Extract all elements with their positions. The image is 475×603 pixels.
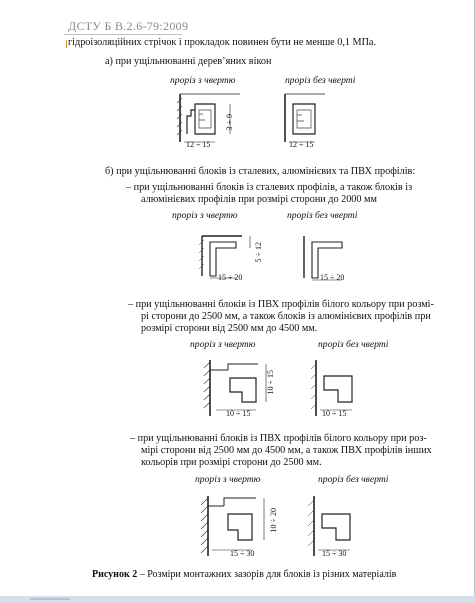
dim-label: 12 ÷ 15	[289, 140, 314, 149]
label-with-quarter: проріз з чвертю	[195, 474, 261, 485]
status-bar	[0, 596, 475, 603]
caption-text: – Розміри монтажних зазорів для блоків із різних матеріалів	[137, 569, 397, 580]
dim-label: 15 ÷ 20	[218, 273, 243, 282]
label-without-quarter: проріз без чверті	[287, 210, 358, 221]
item-b2-line1: – при ущільнюванні блоків із ПВХ профілів білого кольору при розмі-	[128, 299, 434, 310]
label-with-quarter: проріз з чвертю	[172, 210, 238, 221]
item-b: б) при ущільнюванні блоків із сталевих, алюмінієвих та ПВХ профілів:	[105, 166, 416, 177]
header-divider	[64, 34, 182, 35]
dim-label: 5 ÷ 12	[253, 242, 263, 263]
dim-label: 10 ÷ 15	[265, 370, 275, 395]
item-b2-line2: рі сторони до 2500 мм, а також блоків із алюмінієвих профілів при	[141, 311, 431, 322]
dim-label: 10 ÷ 15	[322, 409, 347, 418]
label-without-quarter: проріз без чверті	[318, 339, 389, 350]
label-without-quarter: проріз без чверті	[318, 474, 389, 485]
figure-caption	[92, 569, 396, 580]
dim-label: 15 ÷ 30	[230, 549, 255, 558]
dim-label: 10 ÷ 15	[226, 409, 251, 418]
dim-label: 12 ÷ 15	[186, 140, 211, 149]
item-b1-line2: алюмінієвих профілів при розмірі сторони до 2000 мм	[141, 194, 377, 205]
dim-label: 3 ÷ 9	[224, 114, 234, 131]
label-without-quarter: проріз без чверті	[285, 75, 356, 86]
item-b2-line3: розмірі сторони від 2500 мм до 4500 мм.	[141, 323, 318, 334]
item-b3-line3: кольорів при розмірі сторони до 2500 мм.	[141, 457, 322, 468]
dim-label: 15 ÷ 30	[322, 549, 347, 558]
caption-label: Рисунок 2	[92, 569, 138, 580]
dim-label: 15 ÷ 20	[320, 273, 345, 282]
status-indicator	[30, 598, 70, 600]
label-with-quarter: проріз з чвертю	[170, 75, 236, 86]
dim-label: 10 ÷ 20	[268, 508, 278, 533]
item-b3-line2: мірі сторони від 2500 мм до 4500 мм, а також ПВХ профілів інших	[141, 445, 432, 456]
item-b3-line1: – при ущільнюванні блоків із ПВХ профілів білого кольору при роз-	[130, 433, 427, 444]
label-with-quarter: проріз з чвертю	[190, 339, 256, 350]
text-line: гідроізоляційних стрічок і прокладок повинен бути не менше 0,1 МПа.	[68, 37, 377, 48]
document-code: ДСТУ Б В.2.6-79:2009	[68, 19, 189, 33]
item-b1-line1: – при ущільнюванні блоків із сталевих профілів, а також блоків із	[126, 182, 413, 193]
item-a: а) при ущільнюванні дерев’яних вікон	[105, 56, 272, 67]
